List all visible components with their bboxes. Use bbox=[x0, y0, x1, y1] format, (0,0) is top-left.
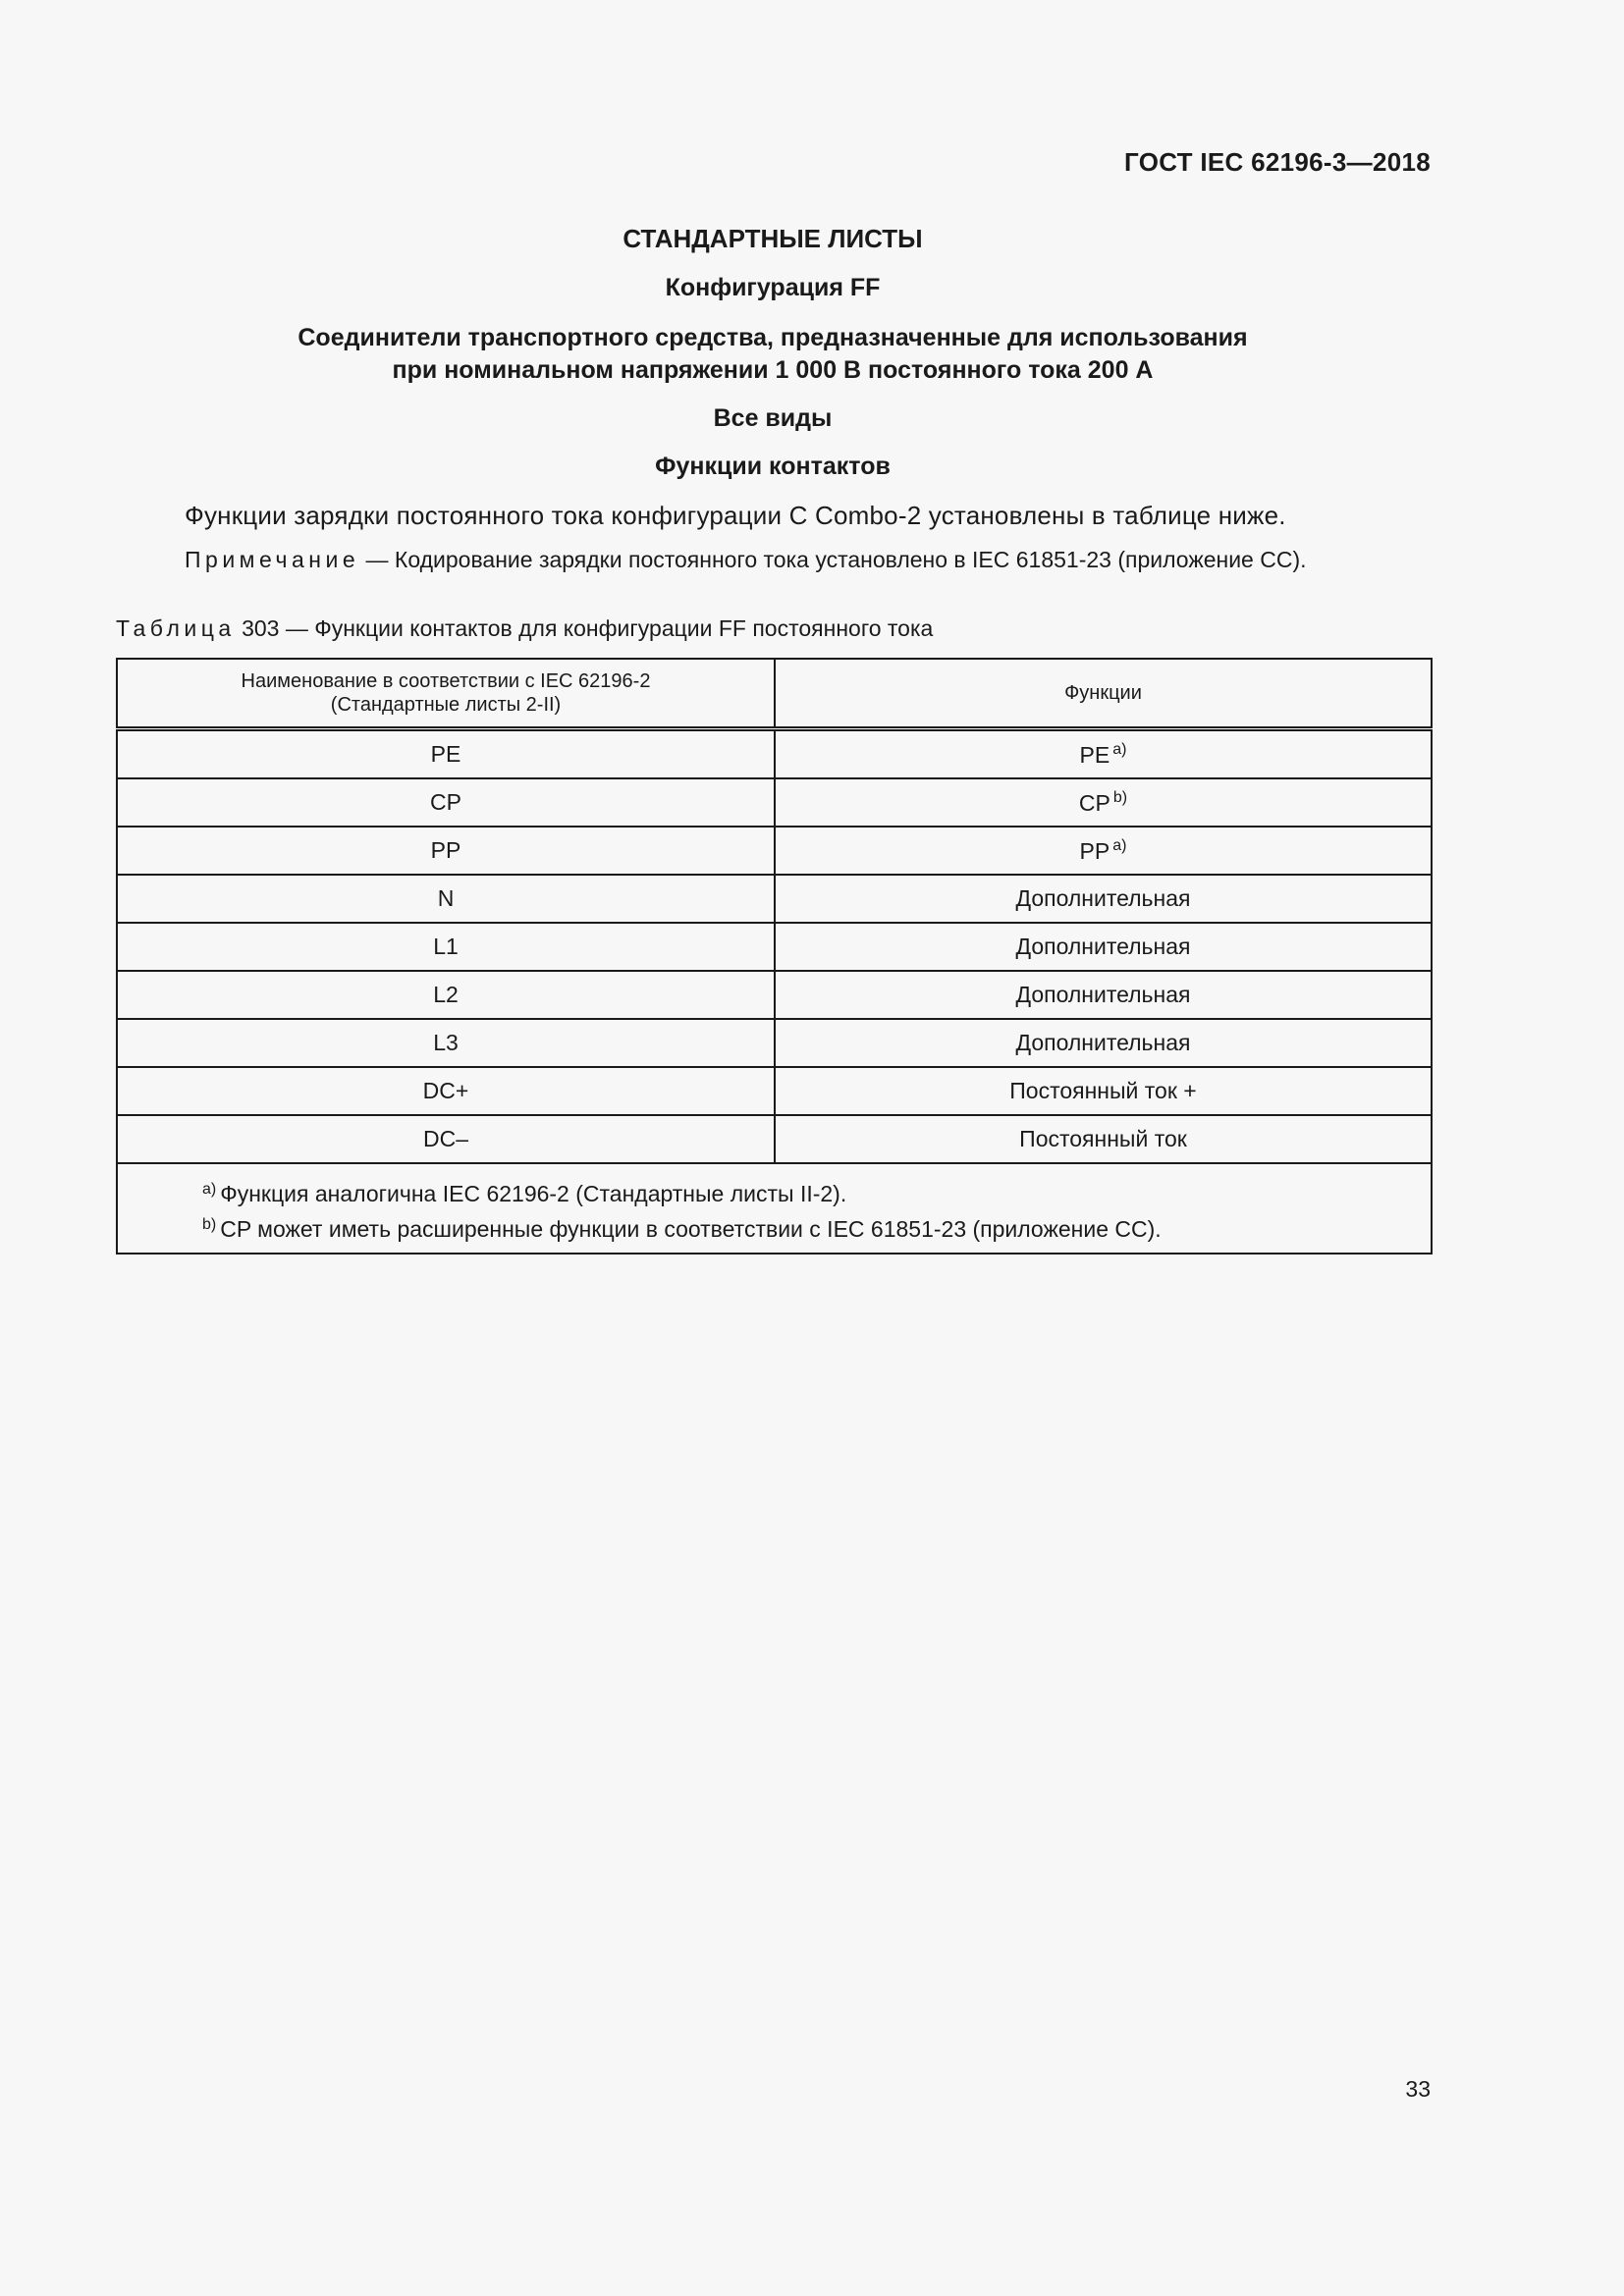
table-row bbox=[117, 1115, 1432, 1163]
note-paragraph bbox=[185, 547, 1307, 573]
contact-name: PE bbox=[117, 729, 775, 779]
contact-function: Постоянный ток bbox=[775, 1115, 1432, 1163]
note-text: Кодирование зарядки постоянного тока установлено в IEC 61851-23 (приложение CC). bbox=[394, 547, 1307, 572]
views-heading: Все виды bbox=[713, 404, 833, 432]
header-name bbox=[117, 659, 775, 729]
contact-function bbox=[775, 729, 1432, 779]
contact-function bbox=[775, 827, 1432, 875]
table-row bbox=[117, 971, 1432, 1019]
footnote-ref: a) bbox=[1112, 836, 1127, 854]
table-row bbox=[117, 875, 1432, 923]
contact-name: N bbox=[117, 875, 775, 923]
contact-name: L2 bbox=[117, 971, 775, 1019]
footnote-text: CP может иметь расширенные функции в соответствии с IEC 61851-23 (приложение CC). bbox=[220, 1216, 1162, 1242]
table-row bbox=[117, 1067, 1432, 1115]
header-name-line-2: (Стандартные листы 2-II) bbox=[330, 694, 562, 716]
contact-function: Дополнительная bbox=[775, 923, 1432, 971]
table-row bbox=[117, 827, 1432, 875]
footnote-ref: a) bbox=[1112, 740, 1127, 758]
note-dash: — bbox=[365, 547, 389, 572]
table-caption bbox=[116, 615, 933, 642]
contact-name: L1 bbox=[117, 923, 775, 971]
contact-function: Постоянный ток + bbox=[775, 1067, 1432, 1115]
table-footnotes-row bbox=[117, 1163, 1432, 1254]
contact-name: DC+ bbox=[117, 1067, 775, 1115]
table-row bbox=[117, 1019, 1432, 1067]
document-id: ГОСТ IEC 62196-3—2018 bbox=[1124, 147, 1431, 177]
contact-function bbox=[775, 778, 1432, 827]
footnote-mark: b) bbox=[202, 1216, 217, 1233]
table-caption-text: 303 — Функции контактов для конфигурации FF постоянного тока bbox=[242, 615, 934, 641]
footnote-ref: b) bbox=[1112, 788, 1128, 806]
table-caption-label: Таблица bbox=[116, 615, 236, 641]
table-row bbox=[117, 778, 1432, 827]
function-text: PE bbox=[1079, 741, 1110, 768]
functions-heading: Функции контактов bbox=[655, 453, 891, 480]
note-label: Примечание bbox=[185, 547, 360, 572]
intro-paragraph: Функции зарядки постоянного тока конфигурации C Combo-2 установлены в таблице ниже. bbox=[185, 501, 1286, 530]
section-title: СТАНДАРТНЫЕ ЛИСТЫ bbox=[623, 224, 923, 253]
header-functions: Функции bbox=[775, 659, 1432, 729]
description-line-1: Соединители транспортного средства, предназначенные для использования bbox=[298, 324, 1248, 351]
footnote-a bbox=[202, 1174, 1431, 1209]
table-footnotes bbox=[117, 1163, 1432, 1254]
table-header-row bbox=[117, 659, 1432, 729]
page-number: 33 bbox=[1405, 2076, 1431, 2102]
footnote-b bbox=[202, 1209, 1431, 1245]
contact-name: PP bbox=[117, 827, 775, 875]
configuration-heading: Конфигурация FF bbox=[665, 274, 881, 301]
description-heading bbox=[0, 322, 1545, 387]
function-text: CP bbox=[1078, 789, 1110, 816]
contact-name: CP bbox=[117, 778, 775, 827]
description-line-2: при номинальном напряжении 1 000 В постоянного тока 200 А bbox=[392, 356, 1154, 384]
contact-function: Дополнительная bbox=[775, 1019, 1432, 1067]
contact-name: DC– bbox=[117, 1115, 775, 1163]
header-name-line-1: Наименование в соответствии с IEC 62196-2 bbox=[241, 670, 651, 692]
function-text: PP bbox=[1079, 837, 1110, 864]
table-row bbox=[117, 729, 1432, 779]
footnote-text: Функция аналогична IEC 62196-2 (Стандартные листы II-2). bbox=[220, 1181, 847, 1206]
table-row bbox=[117, 923, 1432, 971]
contact-name: L3 bbox=[117, 1019, 775, 1067]
footnote-mark: a) bbox=[202, 1181, 217, 1198]
contact-function: Дополнительная bbox=[775, 971, 1432, 1019]
contact-function: Дополнительная bbox=[775, 875, 1432, 923]
contact-functions-table bbox=[116, 658, 1433, 1255]
